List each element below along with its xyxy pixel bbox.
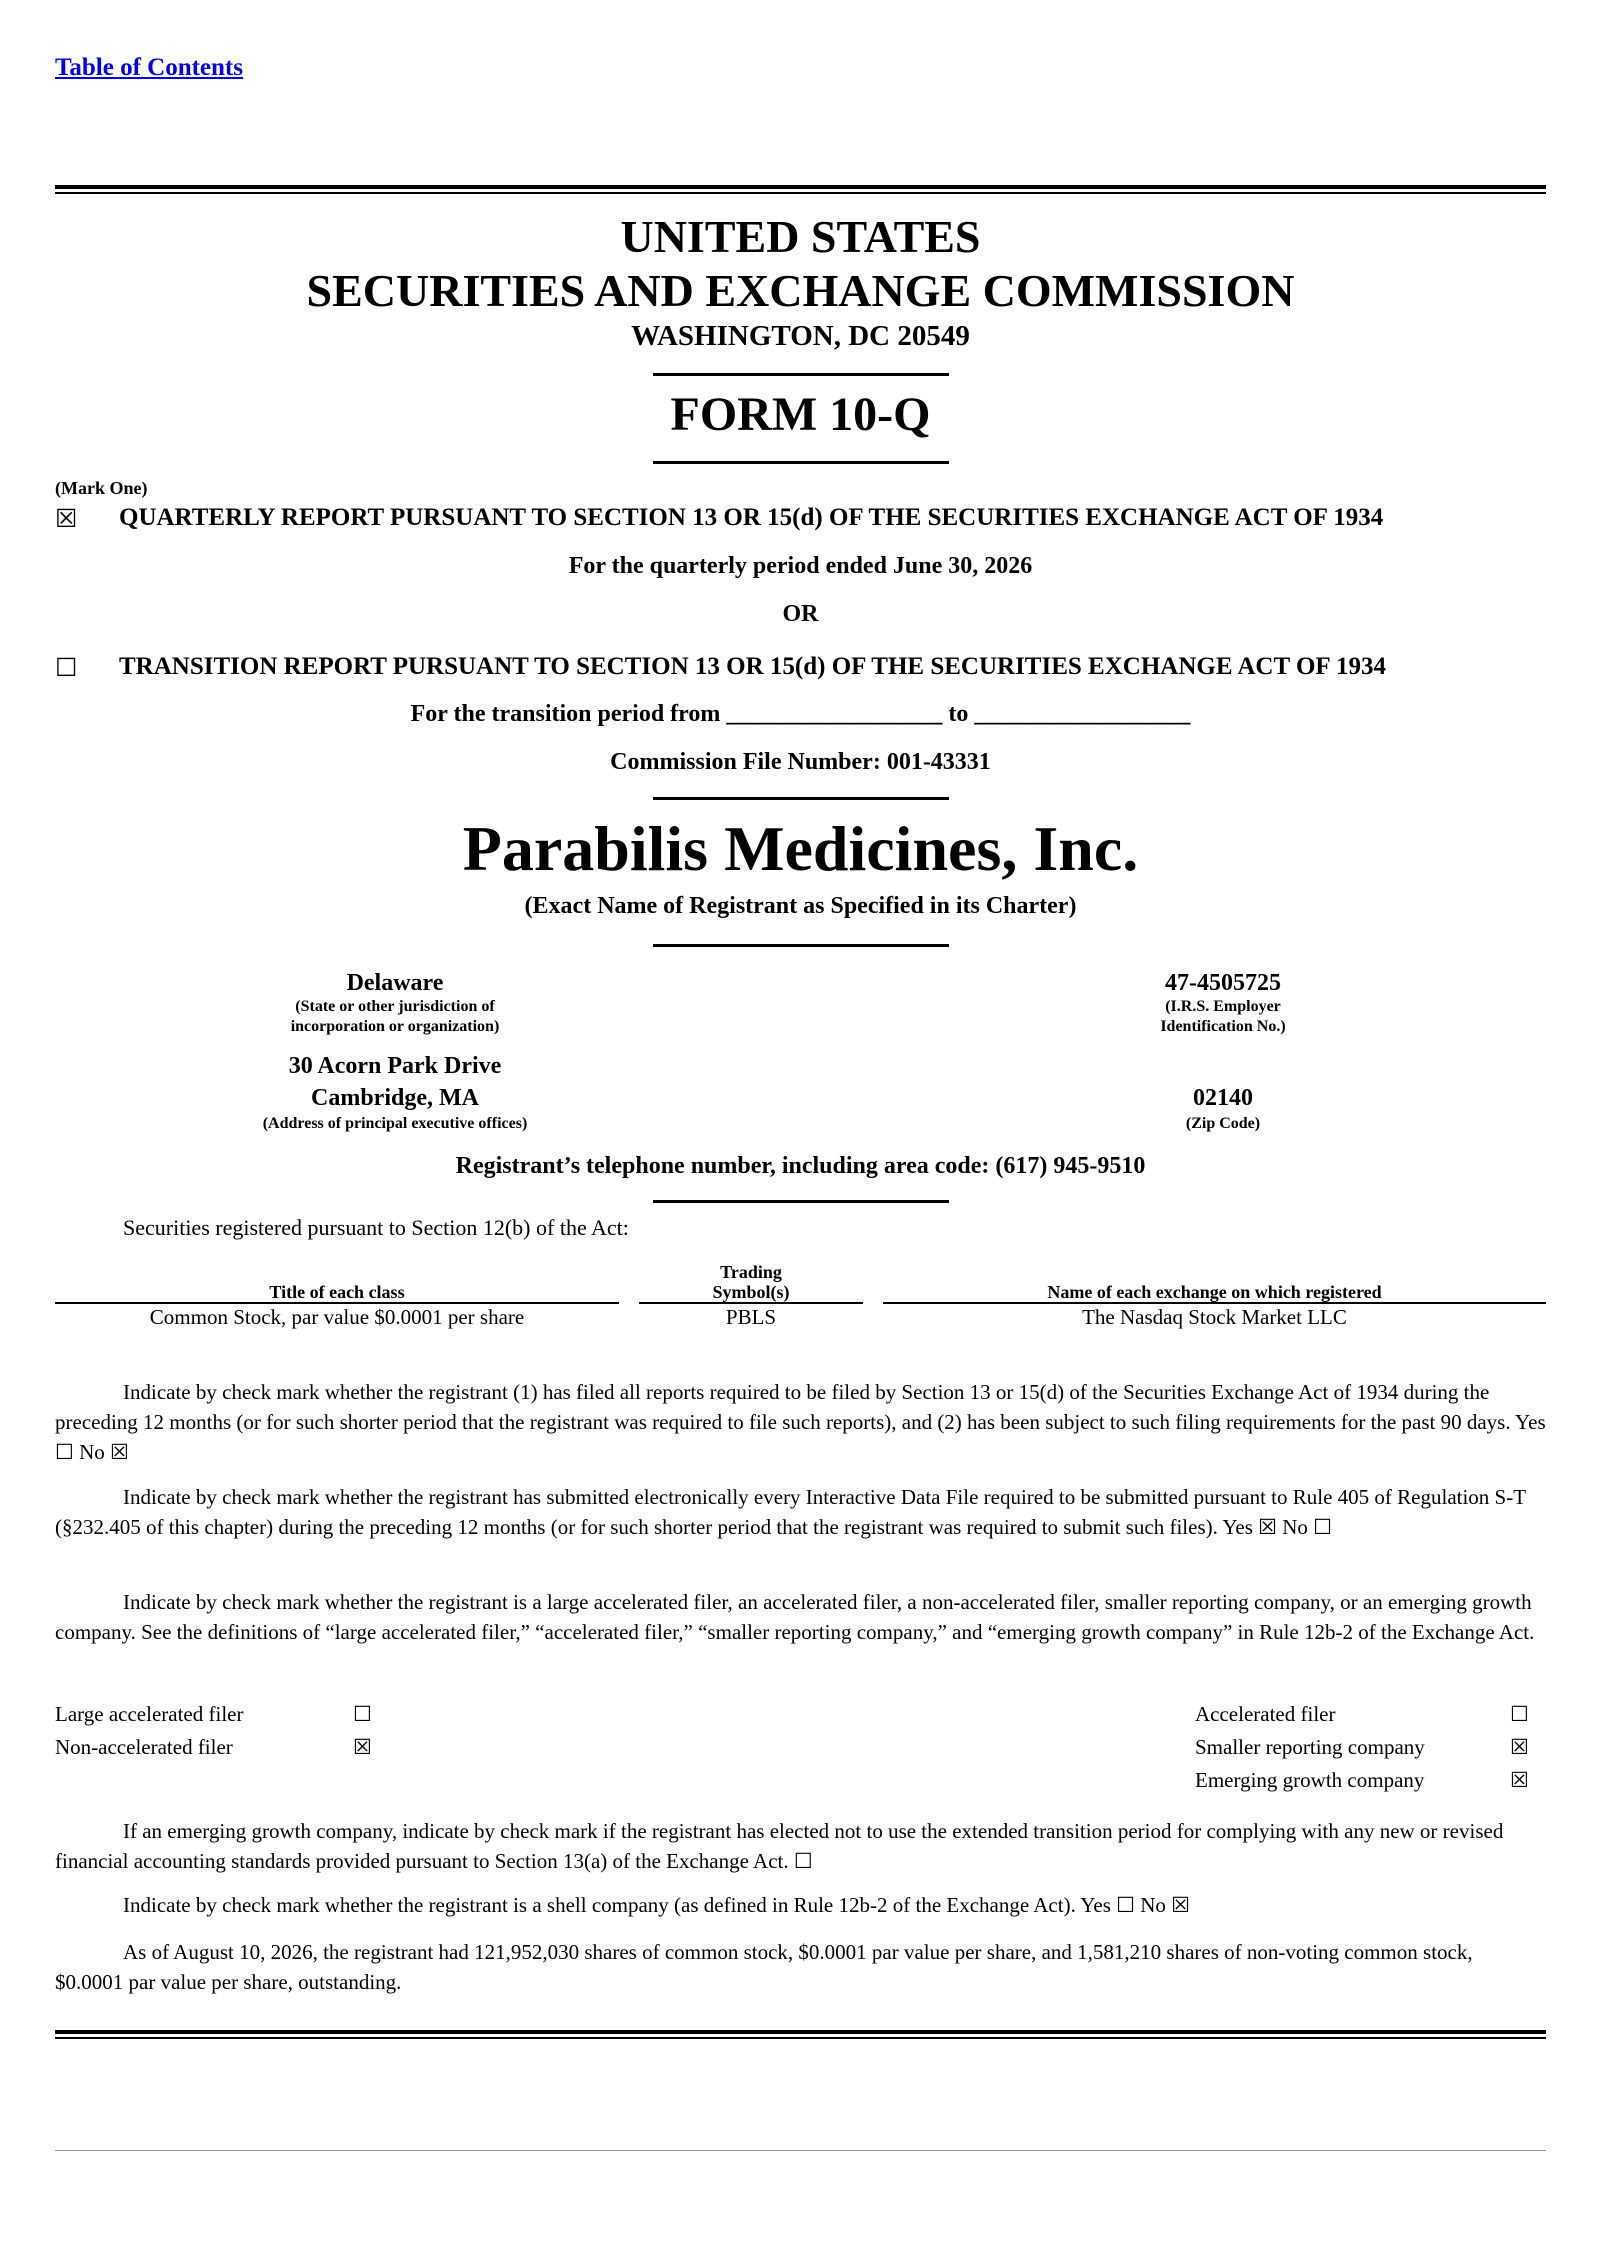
divider bbox=[653, 1200, 949, 1203]
shares-outstanding-paragraph: As of August 10, 2026, the registrant had 121,952,030 shares of common stock, $0.0001 par value per share, and 1,581,210 shares of non-voting common stock, $0.0001 par value per share, outstanding. bbox=[55, 1940, 1473, 1994]
state-block bbox=[225, 970, 565, 1037]
divider bbox=[653, 944, 949, 947]
table-row bbox=[55, 1303, 1546, 1330]
form-title: FORM 10-Q bbox=[670, 388, 931, 441]
address-block bbox=[225, 1050, 565, 1134]
symbol-header-line-1: Trading bbox=[720, 1262, 782, 1282]
non-accelerated-filer-checkbox: ☒ bbox=[353, 1735, 372, 1759]
transition-report-text: TRANSITION REPORT PURSUANT TO SECTION 13 OR 15(d) OF THE SECURITIES EXCHANGE ACT OF 1934 bbox=[119, 653, 1386, 680]
accelerated-filer-checkbox: ☐ bbox=[1510, 1702, 1529, 1726]
divider bbox=[653, 461, 949, 464]
top-double-rule bbox=[55, 185, 1546, 194]
company-name: Parabilis Medicines, Inc. bbox=[462, 813, 1139, 884]
exchange-cell: The Nasdaq Stock Market LLC bbox=[1082, 1305, 1347, 1329]
header-line-2: SECURITIES AND EXCHANGE COMMISSION bbox=[306, 265, 1295, 316]
large-accelerated-filer-checkbox: ☐ bbox=[353, 1702, 372, 1726]
large-accelerated-filer-label: Large accelerated filer bbox=[55, 1702, 244, 1726]
header-line-1: UNITED STATES bbox=[620, 211, 981, 262]
title-of-class-header: Title of each class bbox=[55, 1282, 619, 1303]
filer-definition-paragraph: Indicate by check mark whether the registrant is a large accelerated filer, an accelerated filer, a non-accelerated filer, smaller reporting company, or an emerging growth company. See the definitions of “large accelerated filer,” “accelerated filer,” “smaller reporting company,” and “emerging growth company” in Rule 12b-2 of the Exchange Act. bbox=[55, 1590, 1535, 1644]
accelerated-filer-label: Accelerated filer bbox=[1195, 1702, 1336, 1726]
zip-block bbox=[1073, 1082, 1373, 1134]
header-line-3: WASHINGTON, DC 20549 bbox=[631, 320, 970, 352]
address-line-1: 30 Acorn Park Drive bbox=[288, 1053, 502, 1079]
state-caption-line: (State or other jurisdiction of bbox=[295, 998, 495, 1015]
divider bbox=[653, 797, 949, 800]
shell-company-paragraph: Indicate by check mark whether the registrant is a shell company (as defined in Rule 12b-2 of the Exchange Act). Yes ☐ No ☒ bbox=[123, 1893, 1190, 1917]
class-title-cell: Common Stock, par value $0.0001 per share bbox=[149, 1305, 525, 1329]
divider bbox=[653, 373, 949, 376]
symbol-header-line-2: Symbol(s) bbox=[639, 1282, 863, 1303]
non-accelerated-filer-label: Non-accelerated filer bbox=[55, 1735, 233, 1759]
zip-caption: (Zip Code) bbox=[1185, 1115, 1261, 1132]
or-separator: OR bbox=[782, 601, 819, 627]
smaller-reporting-company-checkbox: ☒ bbox=[1510, 1735, 1529, 1759]
extended-transition-paragraph: If an emerging growth company, indicate by check mark if the registrant has elected not to use the extended transition period for complying with any new or revised financial accounting standards provided pursuant to Section 13(a) of the Exchange Act. ☐ bbox=[55, 1819, 1504, 1873]
table-of-contents-link[interactable]: Table of Contents bbox=[55, 54, 243, 81]
quarterly-period: For the quarterly period ended June 30, 2026 bbox=[568, 553, 1033, 579]
exchange-header: Name of each exchange on which registered bbox=[883, 1282, 1546, 1303]
state-caption bbox=[225, 997, 565, 1037]
transition-checkbox: ☐ bbox=[55, 655, 78, 682]
address-line-2: Cambridge, MA bbox=[311, 1085, 479, 1111]
ein-caption-line: (I.R.S. Employer bbox=[1165, 998, 1281, 1015]
emerging-growth-company-label: Emerging growth company bbox=[1195, 1768, 1425, 1792]
mark-one-label: (Mark One) bbox=[55, 478, 148, 498]
securities-table bbox=[55, 1262, 1546, 1330]
bottom-double-rule bbox=[55, 2030, 1546, 2039]
securities-intro: Securities registered pursuant to Section 12(b) of the Act: bbox=[123, 1215, 629, 1240]
address-caption: (Address of principal executive offices) bbox=[262, 1115, 528, 1132]
ein-caption-line: Identification No.) bbox=[1160, 1018, 1286, 1035]
page-footer-rule bbox=[55, 2150, 1546, 2151]
employer-id-number: 47-4505725 bbox=[1165, 970, 1281, 996]
zip-code: 02140 bbox=[1193, 1085, 1253, 1111]
trading-symbol-cell: PBLS bbox=[725, 1305, 777, 1329]
commission-file-number: Commission File Number: 001-43331 bbox=[610, 749, 991, 775]
state-of-incorporation: Delaware bbox=[346, 970, 444, 996]
reports-filed-paragraph: Indicate by check mark whether the registrant (1) has filed all reports required to be filed by Section 13 or 15(d) of the Securities Exchange Act of 1934 during the preceding 12 months (or for such shorter period that the registrant was required to file such reports), and (2) has been subject to such filing requirements for the past 90 days. Yes ☐ No ☒ bbox=[55, 1380, 1546, 1464]
interactive-data-paragraph: Indicate by check mark whether the registrant has submitted electronically every Interactive Data File required to be submitted pursuant to Rule 405 of Regulation S-T (§232.405 of this chapter) during the preceding 12 months (or for such shorter period that the registrant was required to submit such files). Yes ☒ No ☐ bbox=[55, 1485, 1526, 1539]
quarterly-report-text: QUARTERLY REPORT PURSUANT TO SECTION 13 OR 15(d) OF THE SECURITIES EXCHANGE ACT OF 1934 bbox=[119, 504, 1384, 531]
emerging-growth-company-checkbox: ☒ bbox=[1510, 1768, 1529, 1792]
state-caption-line: incorporation or organization) bbox=[290, 1018, 500, 1035]
smaller-reporting-company-label: Smaller reporting company bbox=[1195, 1735, 1425, 1759]
quarterly-checkbox: ☒ bbox=[55, 506, 78, 533]
company-name-caption: (Exact Name of Registrant as Specified in its Charter) bbox=[524, 893, 1077, 919]
telephone-line: Registrant’s telephone number, including area code: (617) 945-9510 bbox=[455, 1153, 1146, 1179]
ein-block bbox=[1073, 970, 1373, 1037]
transition-period: For the transition period from __________________ to __________________ bbox=[410, 701, 1191, 727]
ein-caption bbox=[1073, 997, 1373, 1037]
